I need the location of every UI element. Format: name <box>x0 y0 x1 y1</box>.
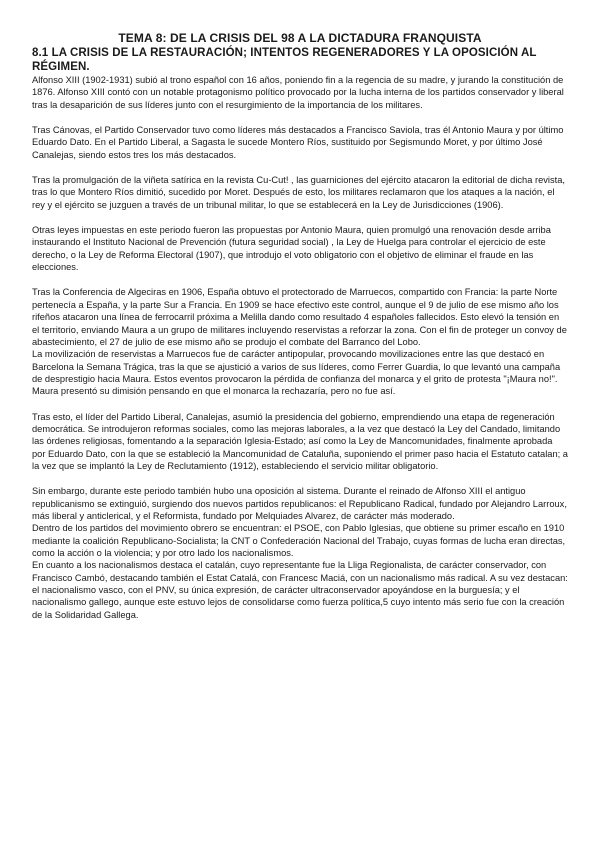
paragraph-movimiento-obrero: Dentro de los partidos del movimiento obrero se encuentran: el PSOE, con Pablo Iglesias, que obtiene su primer escaño en 1910 mediante la coalición Republicano-Socialista; la CNT o Confederación Nacional del Trabajo, cuyas formas de lucha eran directas, como la acción o la violencia; y por otro lado los nacionalismos. <box>32 523 566 558</box>
paragraph-oposicion: Sin embargo, durante este periodo también hubo una oposición al sistema. Durante el reinado de Alfonso XIII el antiguo republicanismo se extinguió, surgiendo dos nuevos partidos republicanos: el Republicano Radical, fundado por Alejandro Larroux, más liberal y anticlerical, y el Reformista, fundado por Melquiades Alvarez, de carácter más moderado. <box>32 486 567 521</box>
paragraph-semana-tragica: La movilización de reservistas a Marruecos fue de carácter antipopular, provocando movilizaciones entre las que destacó en Barcelona la Semana Trágica, tras la que se ajustició a varios de sus líderes, como Ferrer Guardia, lo que levantó una campaña de desprestigio hacia Maura. Estos eventos provocaron la pérdida de confianza del monarca y el grito de protesta "¡Maura no!". Maura presentó su dimisión pensando en que el monarca la rechazaría, pero no fue así. <box>32 349 561 397</box>
paragraph-nacionalismos: En cuanto a los nacionalismos destaca el catalán, cuyo representante fue la Lliga Regionalista, de carácter conservador, con Francisco Cambó, destacando también el Estat Catalá, con Francesc Maciá, con un nacionalismo más radical. A su vez destacan: el nacionalismo vasco, con el PNV, su única expresión, de carácter ultraconservador apoyándose en la burguesía; y el nacionalismo gallego, aunque este estuvo lejos de consolidarse como fuerza política,5 cuyo intento más serio fue con la creación de la Solidaridad Gallega. <box>32 560 568 620</box>
paragraph-marruecos: Tras la Conferencia de Algeciras en 1906, España obtuvo el protectorado de Marruecos, compartido con Francia: la parte Norte pertenecía a España, y la parte Sur a Francia. En 1909 se hace efectivo este control, aunque el 9 de julio de ese mismo año los rifeños atacaron una línea de ferrocarril próxima a Melilla dando como resultado 4 españoles fallecidos. Esto elevó la tensión en el territorio, enviando Maura a un grupo de militares incluyendo reservistas a reforzar la zona. Con el fin de proteger un convoy de abastecimiento, el 27 de julio de ese mismo año se produjo el combate del Barranco del Lobo. <box>32 287 567 347</box>
paragraph-cu-cut: Tras la promulgación de la viñeta satírica en la revista Cu-Cut! , las guarniciones del ejército atacaron la editorial de dicha revista, tras lo que Montero Ríos dimitió, sucedido por Moret. Después de esto, los militares reclamaron que los ataques a la nación, el rey y el ejército se juzguen a través de un tribunal militar, lo que se establecerá en la Ley de Jurisdicciones (1906). <box>32 175 565 210</box>
document-title: TEMA 8: DE LA CRISIS DEL 98 A LA DICTADURA FRANQUISTA <box>118 31 482 45</box>
section-heading: 8.1 LA CRISIS DE LA RESTAURACIÓN; INTENTOS REGENERADORES Y LA OPOSICIÓN AL RÉGIMEN. <box>32 47 537 73</box>
paragraph-canalejas: Tras esto, el líder del Partido Liberal, Canalejas, asumió la presidencia del gobierno, emprendiendo una etapa de regeneración democrática. Se introdujeron reformas sociales, como las mejoras laborales, a la vez que destacó la Ley del Candado, limitando las órdenes religiosas, fomentando a la separación Iglesia-Estado; así como la Ley de Mancomunidades, finalmente aprobada por Eduardo Dato, con la que se estableció la Mancomunidad de Cataluña, suponiendo el primer paso hacia el Estatuto catalan; a la vez que se implantó la Ley de Reclutamiento (1912), estableciendo el servicio militar obligatorio. <box>32 411 568 471</box>
paragraph-alfonso-xiii: Alfonso XIII (1902-1931) subió al trono español con 16 años, poniendo fin a la regencia de su madre, y jurando la constitución de 1876. Alfonso XIII contó con un notable protagonismo político provocado por la lucha interna de los partidos conservador y liberal tras la desaparición de sus líderes junto con el resurgimiento de la importancia de los militares. <box>32 75 564 110</box>
paragraph-partidos: Tras Cánovas, el Partido Conservador tuvo como líderes más destacados a Francisco Saviola, tras él Antonio Maura y por último Eduardo Dato. En el Partido Liberal, a Sagasta le sucede Montero Ríos, sustituido por Segismundo Moret, y por último José Canalejas, siendo estos tres los más destacados. <box>32 125 564 160</box>
paragraph-maura-leyes: Otras leyes impuestas en este periodo fueron las propuestas por Antonio Maura, quien promulgó una renovación desde arriba instaurando el Instituto Nacional de Prevención (futura seguridad social) , la Ley de Huelga para controlar el ejercicio de este derecho, o la Ley de Reforma Electoral (1907), que introdujo el voto obligatorio con el objetivo de eliminar el fraude en las elecciones. <box>32 225 551 273</box>
